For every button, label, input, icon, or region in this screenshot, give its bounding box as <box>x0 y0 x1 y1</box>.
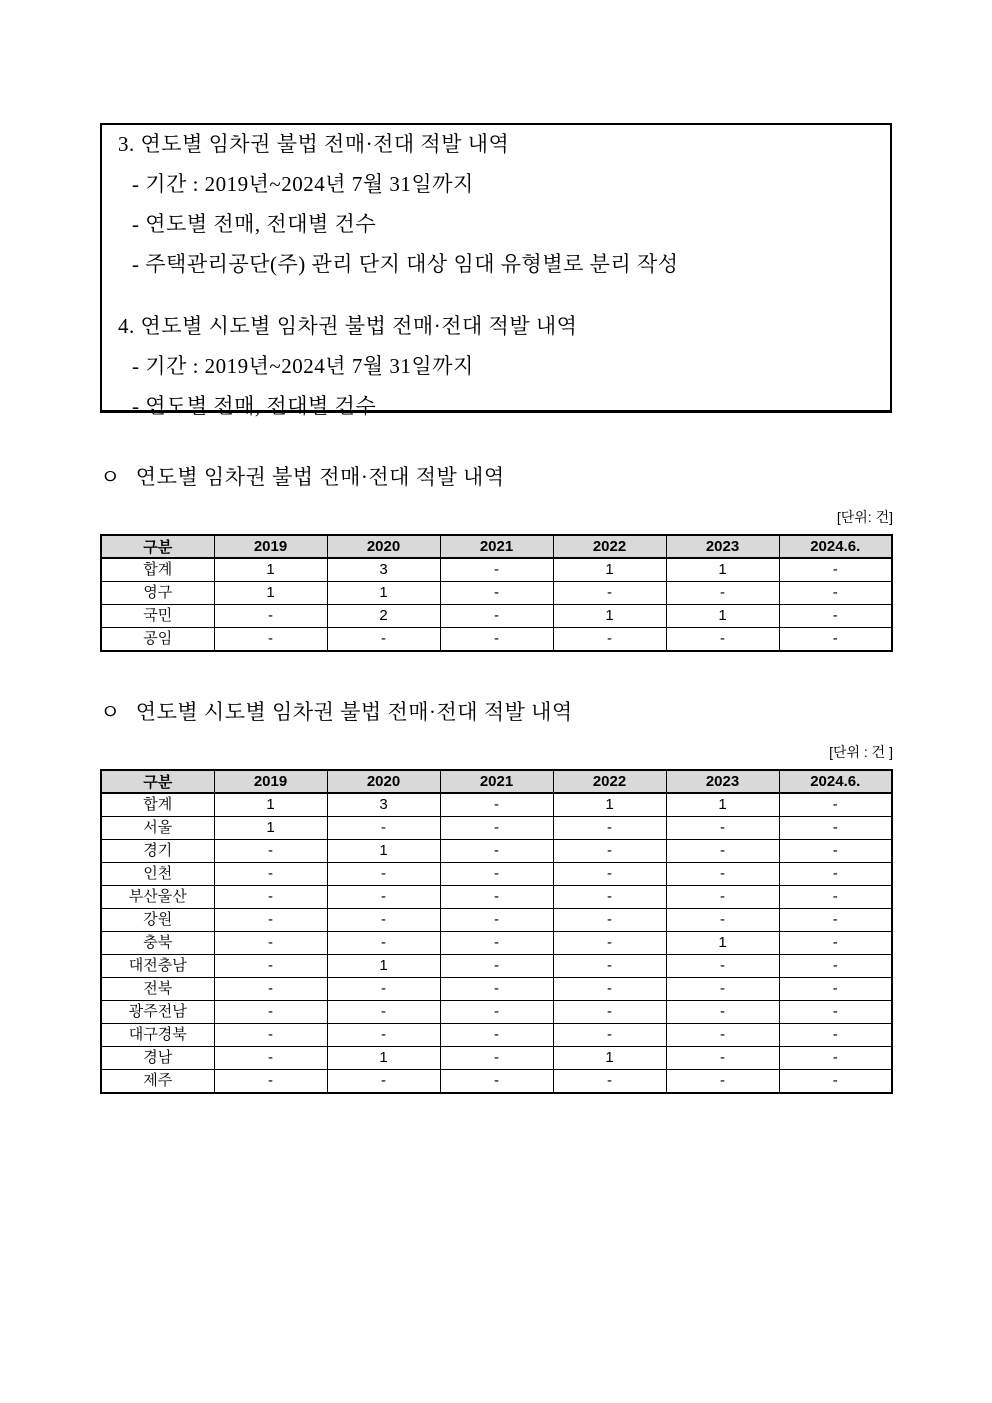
cell-value: 1 <box>214 558 327 582</box>
table-row <box>101 955 892 978</box>
requirements-box <box>100 123 892 418</box>
table-row <box>101 978 892 1001</box>
table-row <box>101 1024 892 1047</box>
cell-value: 1 <box>666 558 779 582</box>
cell-value: - <box>214 1047 327 1070</box>
table-row <box>101 817 892 840</box>
cell-value: - <box>440 863 553 886</box>
table-header-row <box>101 535 892 558</box>
cell-value: - <box>327 909 440 932</box>
table-body <box>101 793 892 1093</box>
column-header: 2023 <box>666 770 779 793</box>
cell-value: - <box>779 909 892 932</box>
yearly-detection-section <box>100 463 893 652</box>
cell-value: - <box>779 1024 892 1047</box>
cell-value: - <box>440 558 553 582</box>
cell-value: 2 <box>327 605 440 628</box>
cell-value: - <box>779 840 892 863</box>
table-row <box>101 605 892 628</box>
column-header: 2023 <box>666 535 779 558</box>
table-header <box>101 535 892 558</box>
row-label: 합계 <box>101 558 214 582</box>
cell-value: - <box>666 1024 779 1047</box>
cell-value: - <box>779 886 892 909</box>
cell-value: - <box>440 886 553 909</box>
column-header: 2019 <box>214 770 327 793</box>
cell-value: - <box>327 863 440 886</box>
requirement-line: - 기간 : 2019년~2024년 7월 31일까지 <box>132 354 474 378</box>
cell-value: - <box>779 1047 892 1070</box>
cell-value: - <box>440 1001 553 1024</box>
row-label: 서울 <box>101 817 214 840</box>
cell-value: - <box>214 932 327 955</box>
row-label: 충북 <box>101 932 214 955</box>
requirement-item-3 <box>118 129 874 279</box>
cell-value: - <box>440 817 553 840</box>
cell-value: - <box>553 817 666 840</box>
cell-value: - <box>214 605 327 628</box>
row-label: 전북 <box>101 978 214 1001</box>
cell-value: - <box>779 863 892 886</box>
row-label: 경남 <box>101 1047 214 1070</box>
cell-value: - <box>327 628 440 652</box>
table-row <box>101 886 892 909</box>
cell-value: 1 <box>553 558 666 582</box>
column-header: 2022 <box>553 535 666 558</box>
cell-value: - <box>327 1001 440 1024</box>
cell-value: - <box>779 1001 892 1024</box>
cell-value: - <box>214 628 327 652</box>
section-heading-text: 연도별 임차권 불법 전매·전대 적발 내역 <box>135 465 505 489</box>
cell-value: 1 <box>214 582 327 605</box>
cell-value: - <box>666 1047 779 1070</box>
cell-value: - <box>779 628 892 652</box>
cell-value: - <box>214 955 327 978</box>
cell-value: - <box>553 932 666 955</box>
cell-value: - <box>440 793 553 817</box>
requirement-line: - 주택관리공단(주) 관리 단지 대상 임대 유형별로 분리 작성 <box>132 252 679 276</box>
requirement-line: - 연도별 전매, 전대별 건수 <box>132 394 377 418</box>
cell-value: - <box>440 840 553 863</box>
cell-value: 1 <box>327 582 440 605</box>
cell-value: - <box>327 1070 440 1094</box>
table-row <box>101 558 892 582</box>
section-heading <box>100 698 893 726</box>
cell-value: - <box>214 1070 327 1094</box>
row-label: 대전충남 <box>101 955 214 978</box>
cell-value: - <box>440 1024 553 1047</box>
cell-value: - <box>440 605 553 628</box>
cell-value: - <box>666 955 779 978</box>
cell-value: - <box>553 886 666 909</box>
cell-value: - <box>553 582 666 605</box>
section-heading-text: 연도별 시도별 임차권 불법 전매·전대 적발 내역 <box>135 700 573 724</box>
table-row <box>101 932 892 955</box>
row-label: 공임 <box>101 628 214 652</box>
cell-value: 1 <box>666 605 779 628</box>
cell-value: - <box>214 1024 327 1047</box>
cell-value: - <box>666 840 779 863</box>
cell-value: - <box>214 978 327 1001</box>
cell-value: - <box>553 1001 666 1024</box>
cell-value: - <box>779 1070 892 1094</box>
cell-value: - <box>553 955 666 978</box>
cell-value: - <box>666 628 779 652</box>
cell-value: - <box>666 886 779 909</box>
yearly-detection-table <box>100 534 893 652</box>
cell-value: - <box>779 582 892 605</box>
column-header: 구분 <box>101 535 214 558</box>
table-header-row <box>101 770 892 793</box>
cell-value: - <box>440 932 553 955</box>
cell-value: - <box>327 932 440 955</box>
table-row <box>101 1070 892 1094</box>
cell-value: - <box>666 1001 779 1024</box>
cell-value: - <box>779 978 892 1001</box>
cell-value: - <box>666 909 779 932</box>
cell-value: 1 <box>553 1047 666 1070</box>
requirement-item-4 <box>118 311 874 421</box>
regional-detection-section <box>100 698 893 1094</box>
column-header: 2021 <box>440 770 553 793</box>
cell-value: - <box>779 955 892 978</box>
cell-value: - <box>327 886 440 909</box>
cell-value: 1 <box>214 793 327 817</box>
table-row <box>101 863 892 886</box>
cell-value: - <box>327 817 440 840</box>
table-header <box>101 770 892 793</box>
cell-value: - <box>327 978 440 1001</box>
cell-value: - <box>666 817 779 840</box>
cell-value: - <box>666 978 779 1001</box>
cell-value: - <box>440 978 553 1001</box>
cell-value: 1 <box>666 932 779 955</box>
cell-value: - <box>214 1001 327 1024</box>
cell-value: - <box>214 886 327 909</box>
table-row <box>101 840 892 863</box>
cell-value: - <box>553 863 666 886</box>
row-label: 강원 <box>101 909 214 932</box>
cell-value: - <box>214 840 327 863</box>
cell-value: 1 <box>327 1047 440 1070</box>
cell-value: - <box>440 909 553 932</box>
column-header: 2024.6. <box>779 535 892 558</box>
table-row <box>101 793 892 817</box>
cell-value: - <box>779 932 892 955</box>
requirement-line: - 기간 : 2019년~2024년 7월 31일까지 <box>132 172 474 196</box>
table-row <box>101 628 892 652</box>
regional-detection-table <box>100 769 893 1094</box>
unit-label: [단위: 건] <box>836 509 893 525</box>
column-header: 2019 <box>214 535 327 558</box>
cell-value: 1 <box>327 840 440 863</box>
cell-value: 1 <box>553 605 666 628</box>
table-row <box>101 582 892 605</box>
unit-label: [단위 : 건 ] <box>829 744 893 760</box>
cell-value: 1 <box>553 793 666 817</box>
column-header: 2022 <box>553 770 666 793</box>
row-label: 인천 <box>101 863 214 886</box>
cell-value: - <box>553 628 666 652</box>
table-row <box>101 1047 892 1070</box>
section-bullet: ㅇ <box>100 700 121 724</box>
column-header: 2020 <box>327 770 440 793</box>
row-label: 부산울산 <box>101 886 214 909</box>
cell-value: - <box>779 558 892 582</box>
cell-value: - <box>214 863 327 886</box>
requirement-line: - 연도별 전매, 전대별 건수 <box>132 212 377 236</box>
cell-value: - <box>440 955 553 978</box>
cell-value: - <box>440 1070 553 1094</box>
cell-value: - <box>440 628 553 652</box>
cell-value: - <box>666 863 779 886</box>
section-bullet: ㅇ <box>100 465 121 489</box>
row-label: 경기 <box>101 840 214 863</box>
cell-value: - <box>327 1024 440 1047</box>
cell-value: - <box>666 582 779 605</box>
cell-value: 1 <box>666 793 779 817</box>
row-label: 합계 <box>101 793 214 817</box>
row-label: 광주전남 <box>101 1001 214 1024</box>
cell-value: 1 <box>327 955 440 978</box>
row-label: 대구경북 <box>101 1024 214 1047</box>
requirement-item-title: 4. 연도별 시도별 임차권 불법 전매·전대 적발 내역 <box>118 314 578 338</box>
cell-value: - <box>779 817 892 840</box>
cell-value: - <box>553 1024 666 1047</box>
cell-value: 3 <box>327 793 440 817</box>
column-header: 2021 <box>440 535 553 558</box>
cell-value: - <box>666 1070 779 1094</box>
cell-value: - <box>214 909 327 932</box>
cell-value: - <box>779 793 892 817</box>
column-header: 2024.6. <box>779 770 892 793</box>
row-label: 영구 <box>101 582 214 605</box>
column-header: 2020 <box>327 535 440 558</box>
cell-value: 3 <box>327 558 440 582</box>
table-row <box>101 909 892 932</box>
cell-value: - <box>553 840 666 863</box>
requirement-item-title: 3. 연도별 임차권 불법 전매·전대 적발 내역 <box>118 132 510 156</box>
cell-value: - <box>553 978 666 1001</box>
row-label: 제주 <box>101 1070 214 1094</box>
row-label: 국민 <box>101 605 214 628</box>
cell-value: - <box>440 582 553 605</box>
section-heading <box>100 463 893 491</box>
cell-value: - <box>553 1070 666 1094</box>
table-row <box>101 1001 892 1024</box>
column-header: 구분 <box>101 770 214 793</box>
table-body <box>101 558 892 651</box>
cell-value: - <box>440 1047 553 1070</box>
cell-value: 1 <box>214 817 327 840</box>
cell-value: - <box>553 909 666 932</box>
cell-value: - <box>779 605 892 628</box>
